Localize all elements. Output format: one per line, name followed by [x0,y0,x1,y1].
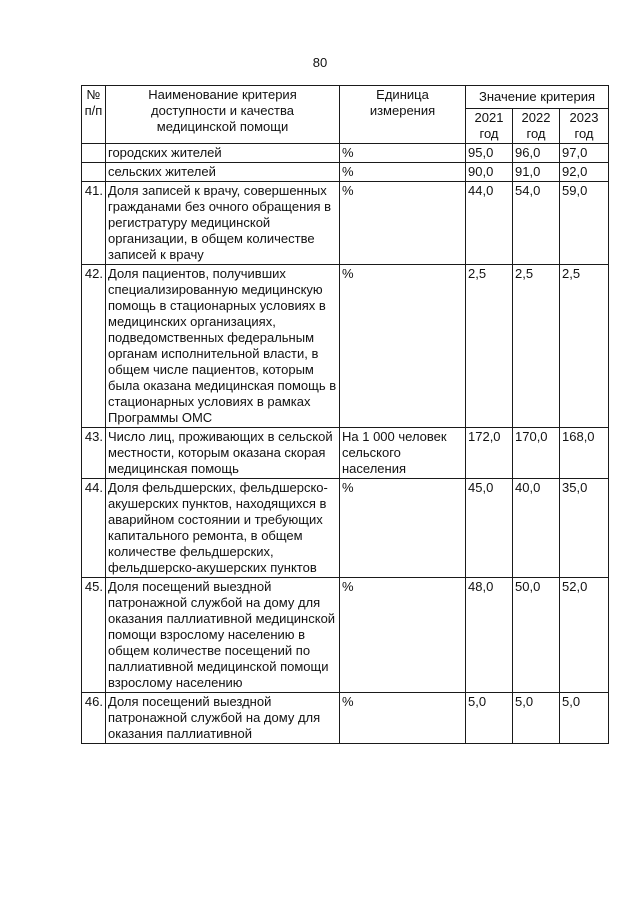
header-number-text: № п/п [84,87,103,118]
table-row [82,163,609,182]
row-value-2022: 170,0 [513,428,560,479]
row-value-2021: 95,0 [466,144,513,163]
row-unit: % [340,144,466,163]
row-criterion: сельских жителей [106,163,340,182]
row-value-2023: 59,0 [560,182,609,265]
row-unit: % [340,265,466,428]
row-number: 43. [82,428,106,479]
table-row [82,479,609,578]
row-value-2023: 52,0 [560,578,609,693]
row-unit: % [340,578,466,693]
header-year-2021 [466,109,513,144]
row-number: 41. [82,182,106,265]
year-suffix: год [479,126,499,141]
row-criterion: городских жителей [106,144,340,163]
header-year-2022 [513,109,560,144]
table-row [82,693,609,744]
header-unit: Единица измерения [340,86,466,144]
row-criterion: Доля пациентов, получивших специализированную медицинскую помощь в стационарных условиях в медицинских организациях, подведомственных федеральным органам исполнительной власти, в общем числе пациентов, которым была оказана медицинская помощь в стационарных условиях в рамках Программы ОМС [106,265,340,428]
row-value-2023: 35,0 [560,479,609,578]
row-criterion: Доля фельдшерских, фельдшерско-акушерских пунктов, находящихся в аварийном состоянии и требующих капитального ремонта, в общем количестве фельдшерских, фельдшерско-акушерских пунктов [106,479,340,578]
row-criterion: Доля посещений выездной патронажной службой на дому для оказания паллиативной медицинской помощи взрослому населению в общем количестве посещений по паллиативной медицинской помощи взрослому населению [106,578,340,693]
row-value-2021: 172,0 [466,428,513,479]
row-unit: % [340,182,466,265]
row-value-2023: 97,0 [560,144,609,163]
row-value-2023: 2,5 [560,265,609,428]
year-suffix: год [526,126,546,141]
row-value-2023: 168,0 [560,428,609,479]
row-number [82,163,106,182]
row-value-2022: 50,0 [513,578,560,693]
row-number [82,144,106,163]
header-row [82,86,609,109]
row-criterion: Доля посещений выездной патронажной службой на дому для оказания паллиативной [106,693,340,744]
row-unit: % [340,479,466,578]
row-unit: На 1 000 человек сельского населения [340,428,466,479]
table-row [82,428,609,479]
row-value-2022: 54,0 [513,182,560,265]
row-value-2023: 5,0 [560,693,609,744]
header-criterion-name: Наименование критерия доступности и качества медицинской помощи [106,86,340,144]
row-value-2022: 91,0 [513,163,560,182]
year-suffix: год [574,126,594,141]
row-criterion: Число лиц, проживающих в сельской местности, которым оказана скорая медицинская помощь [106,428,340,479]
year-value: 2021 [474,110,504,125]
row-criterion: Доля записей к врачу, совершенных гражданами без очного обращения в регистратуру медицинской организации, в общем количестве записей к врачу [106,182,340,265]
row-value-2021: 2,5 [466,265,513,428]
row-value-2022: 2,5 [513,265,560,428]
header-criterion-value: Значение критерия [466,86,609,109]
header-number [82,86,106,144]
row-value-2022: 96,0 [513,144,560,163]
row-number: 44. [82,479,106,578]
row-number: 42. [82,265,106,428]
row-number: 46. [82,693,106,744]
year-value: 2023 [569,110,599,125]
row-value-2021: 44,0 [466,182,513,265]
criteria-table [81,85,609,744]
row-value-2022: 40,0 [513,479,560,578]
page-number: 80 [312,55,328,70]
row-unit: % [340,693,466,744]
row-value-2023: 92,0 [560,163,609,182]
row-value-2021: 5,0 [466,693,513,744]
row-value-2021: 48,0 [466,578,513,693]
row-value-2021: 90,0 [466,163,513,182]
row-value-2021: 45,0 [466,479,513,578]
table-row [82,144,609,163]
header-year-2023 [560,109,609,144]
row-value-2022: 5,0 [513,693,560,744]
row-unit: % [340,163,466,182]
year-value: 2022 [521,110,551,125]
table-row [82,265,609,428]
table-row [82,182,609,265]
table-row [82,578,609,693]
row-number: 45. [82,578,106,693]
